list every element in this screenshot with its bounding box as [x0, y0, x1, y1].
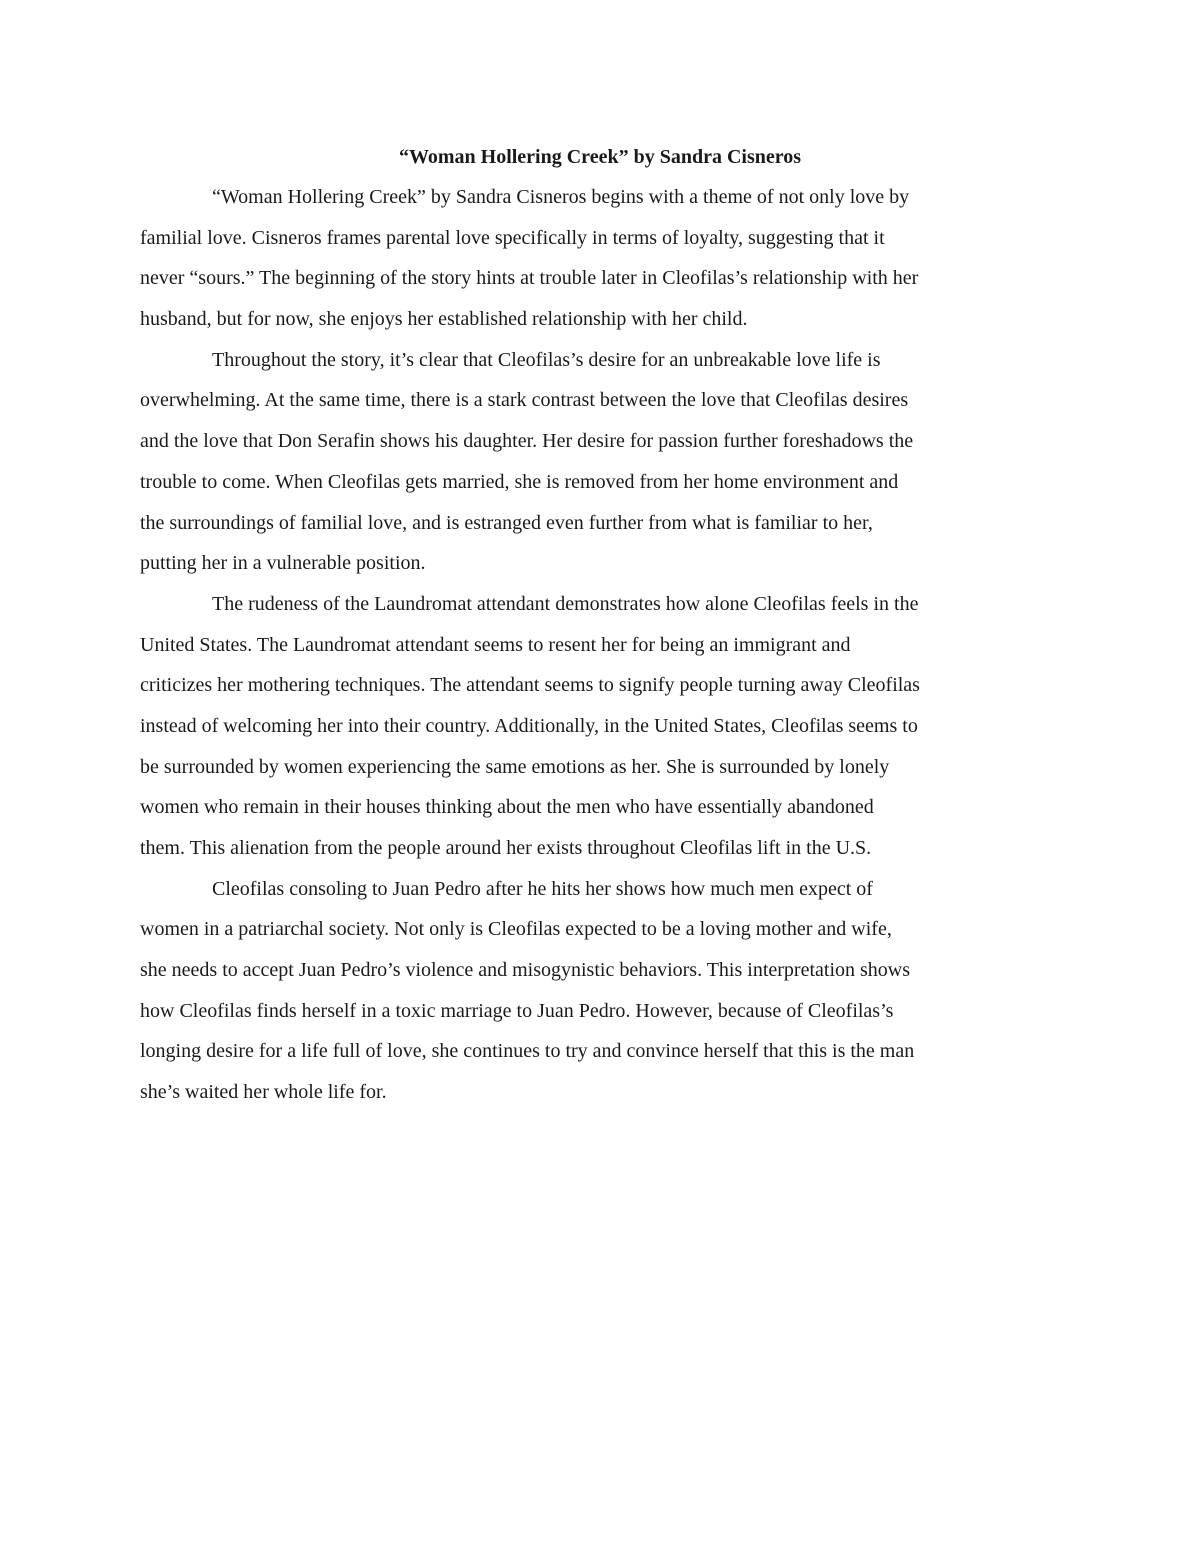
text-line: husband, but for now, she enjoys her established relationship with her child.	[140, 308, 748, 331]
text-line: how Cleofilas finds herself in a toxic marriage to Juan Pedro. However, because of Cleofilas’s	[140, 999, 894, 1022]
text-line: The rudeness of the Laundromat attendant demonstrates how alone Cleofilas feels in the	[212, 592, 919, 615]
text-line: longing desire for a life full of love, she continues to try and convince herself that this is the man	[140, 1040, 915, 1063]
document-body	[140, 184, 1070, 1120]
document-title: “Woman Hollering Creek” by Sandra Cisneros	[398, 146, 802, 168]
text-line: trouble to come. When Cleofilas gets married, she is removed from her home environment and	[140, 470, 899, 493]
text-line: she’s waited her whole life for.	[140, 1081, 387, 1104]
text-line: women who remain in their houses thinking about the men who have essentially abandoned	[140, 796, 874, 819]
text-line: familial love. Cisneros frames parental love specifically in terms of loyalty, suggesting that it	[140, 226, 885, 249]
text-line: she needs to accept Juan Pedro’s violence and misogynistic behaviors. This interpretation shows	[140, 959, 911, 982]
paragraph-4	[140, 876, 1070, 1120]
text-line: Cleofilas consoling to Juan Pedro after he hits her shows how much men expect of	[212, 877, 873, 900]
text-line: putting her in a vulnerable position.	[140, 552, 426, 575]
text-line: the surroundings of familial love, and is estranged even further from what is familiar to her,	[140, 511, 873, 534]
text-line: instead of welcoming her into their country. Additionally, in the United States, Cleofilas seems to	[140, 714, 918, 737]
text-line: never “sours.” The beginning of the story hints at trouble later in Cleofilas’s relationship with her	[140, 267, 919, 290]
text-line: be surrounded by women experiencing the same emotions as her. She is surrounded by lonely	[140, 755, 890, 778]
text-line: United States. The Laundromat attendant seems to resent her for being an immigrant and	[140, 633, 851, 656]
text-line: them. This alienation from the people around her exists throughout Cleofilas lift in the U.S.	[140, 837, 872, 859]
paragraph-1	[140, 184, 1070, 347]
text-line: “Woman Hollering Creek” by Sandra Cisneros begins with a theme of not only love by	[212, 186, 910, 208]
text-line: Throughout the story, it’s clear that Cleofilas’s desire for an unbreakable love life is	[212, 348, 881, 371]
paragraph-2	[140, 347, 1070, 591]
text-line: women in a patriarchal society. Not only is Cleofilas expected to be a loving mother and wife,	[140, 918, 892, 941]
text-line: overwhelming. At the same time, there is a stark contrast between the love that Cleofilas desires	[140, 389, 909, 412]
text-line: and the love that Don Serafin shows his daughter. Her desire for passion further foreshadows the	[140, 430, 914, 453]
text-line: criticizes her mothering techniques. The attendant seems to signify people turning away Cleofilas	[140, 674, 920, 697]
paragraph-3	[140, 591, 1070, 876]
